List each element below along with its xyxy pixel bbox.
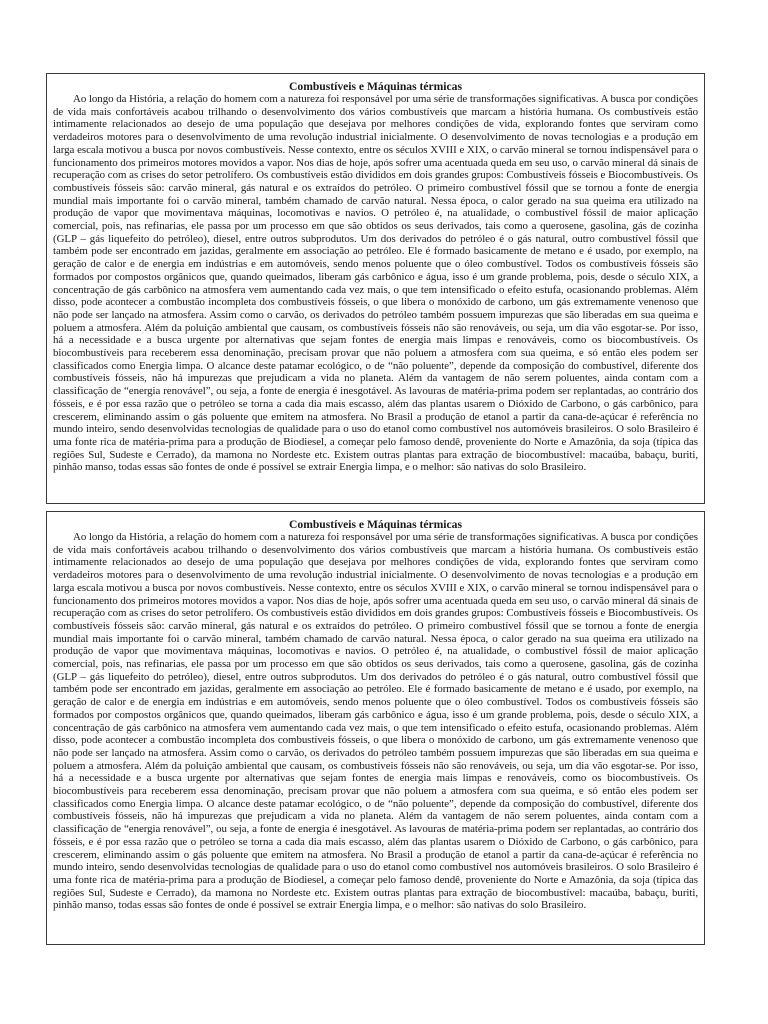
box-body-text: Ao longo da História, a relação do homem com a natureza foi responsável por uma série de transformações significativas. A busca por condições de vida mais confortáveis acabou trilhando o desenvolvimento dos vários combustíveis que marcam a história humana. Os combustíveis estão intimamente relacionados ao desejo de uma população que desejava por melhores condições de vida, explorando fontes que serviram como verdadeiros motores para o desenvolvimento de uma revolução industrial inicialmente. O desenvolvimento de novas tecnologias e a produção em larga escala motivou a busca por novos combustíveis. Nesse contexto, entre os séculos XVIII e XIX, o carvão mineral se tornou indispensável para o funcionamento dos primeiros motores movidos a vapor. Nos dias de hoje, após sofrer uma acentuada queda em seu uso, o carvão mineral dá sinais de recuperação com as crises do setor petrolífero. Os combustíveis estão divididos em dois grandes grupos: Combustíveis fósseis e Biocombustíveis. Os combustíveis fósseis são: carvão mineral, gás natural e os extraídos do petróleo. O primeiro combustível fóssil que se tornou a fonte de energia mundial mais importante foi o carvão mineral, também chamado de carvão natural. Nessa época, o calor gerado na sua queima era utilizado na produção de vapor que movimentava máquinas, locomotivas e navios. O petróleo é, na atualidade, o combustível fóssil de maior aplicação comercial, pois, nas refinarias, ele passa por um processo em que são obtidos os seus derivados, tais como a querosene, gasolina, gás de cozinha (GLP – gás liquefeito do petróleo), diesel, entre outros subprodutos. Um dos derivados do petróleo é o gás natural, outro combustível fóssil que também pode ser encontrado em jazidas, geralmente em associação ao petróleo. Ele é formado basicamente de metano e é usado, por exemplo, na geração de calor e de energia em indústrias e em automóveis, sendo menos poluente que o óleo combustível. Todos os combustíveis fósseis são formados por compostos orgânicos que, quando queimados, liberam gás carbônico e água, isso é um grande problema, pois, desde o século XIX, a concentração de gás carbônico na atmosfera vem aumentando cada vez mais, o que tem intensificado o efeito estufa, ocasionando problemas. Além disso, pode acontecer a combustão incompleta dos combustíveis fósseis, o que libera o monóxido de carbono, um gás extremamente venenoso que não pode ser lançado na atmosfera. Assim como o carvão, os derivados do petróleo também possuem impurezas que são liberadas em sua queima e poluem a atmosfera. Além da poluição ambiental que causam, os combustíveis fósseis não são renováveis, ou seja, um dia vão esgotar-se. Por isso, há a necessidade e a busca urgente por alternativas que sejam fontes de energia mais limpas e renováveis, como os biocombustíveis. Os biocombustíveis para receberem essa denominação, precisam provar que não poluem a atmosfera com sua queima, e só então eles podem ser classificados como Energia limpa. O alcance deste patamar ecológico, o de “não poluente”, depende da composição do combustível, diferente dos combustíveis fósseis, não há impurezas que prejudicam a vida no planeta. Além da vantagem de não serem poluentes, ainda contam com a classificação de “energia renovável”, ou seja, a fonte de energia é inesgotável. As lavouras de matéria-prima podem ser replantadas, ao contrário dos fósseis, e é por essa razão que o petróleo se torna a cada dia mais escasso, além das plantas usarem o Dióxido de Carbono, o gás carbônico, para crescerem, eliminando assim o gás poluente que emitem na atmosfera. No Brasil a produção de etanol a partir da cana-de-açúcar é referência no mundo inteiro, sendo desenvolvidas tecnologias de qualidade para o uso do etanol como combustível nos automóveis brasileiros. O solo Brasileiro é uma fonte rica de matéria-prima para a produção de Biodiesel, a começar pelo famoso dendê, proveniente do Norte e Amazônia, da soja (típica das regiões Sul, Sudeste e Cerrado), da mamona no Nordeste etc. Existem outras plantas para extração de biocombustível: macaúba, babaçu, buriti, pinhão manso, todas essas são fontes de onde é possível se extrair Energia limpa, e o melhor: são nativas do solo Brasileiro.: [53, 531, 698, 912]
box-title: Combustíveis e Máquinas térmicas: [289, 80, 462, 93]
text-box-bottom: [46, 511, 705, 945]
text-box-top: [46, 73, 705, 504]
box-body-text: Ao longo da História, a relação do homem com a natureza foi responsável por uma série de transformações significativas. A busca por condições de vida mais confortáveis acabou trilhando o desenvolvimento dos vários combustíveis que marcam a história humana. Os combustíveis estão intimamente relacionados ao desejo de uma população que desejava por melhores condições de vida, explorando fontes que serviram como verdadeiros motores para o desenvolvimento de uma revolução industrial inicialmente. O desenvolvimento de novas tecnologias e a produção em larga escala motivou a busca por novos combustíveis. Nesse contexto, entre os séculos XVIII e XIX, o carvão mineral se tornou indispensável para o funcionamento dos primeiros motores movidos a vapor. Nos dias de hoje, após sofrer uma acentuada queda em seu uso, o carvão mineral dá sinais de recuperação com as crises do setor petrolífero. Os combustíveis estão divididos em dois grandes grupos: Combustíveis fósseis e Biocombustíveis. Os combustíveis fósseis são: carvão mineral, gás natural e os extraídos do petróleo. O primeiro combustível fóssil que se tornou a fonte de energia mundial mais importante foi o carvão mineral, também chamado de carvão natural. Nessa época, o calor gerado na sua queima era utilizado na produção de vapor que movimentava máquinas, locomotivas e navios. O petróleo é, na atualidade, o combustível fóssil de maior aplicação comercial, pois, nas refinarias, ele passa por um processo em que são obtidos os seus derivados, tais como a querosene, gasolina, gás de cozinha (GLP – gás liquefeito do petróleo), diesel, entre outros subprodutos. Um dos derivados do petróleo é o gás natural, outro combustível fóssil que também pode ser encontrado em jazidas, geralmente em associação ao petróleo. Ele é formado basicamente de metano e é usado, por exemplo, na geração de calor e de energia em indústrias e em automóveis, sendo menos poluente que o óleo combustível. Todos os combustíveis fósseis são formados por compostos orgânicos que, quando queimados, liberam gás carbônico e água, isso é um grande problema, pois, desde o século XIX, a concentração de gás carbônico na atmosfera vem aumentando cada vez mais, o que tem intensificado o efeito estufa, ocasionando problemas. Além disso, pode acontecer a combustão incompleta dos combustíveis fósseis, o que libera o monóxido de carbono, um gás extremamente venenoso que não pode ser lançado na atmosfera. Assim como o carvão, os derivados do petróleo também possuem impurezas que são liberadas em sua queima e poluem a atmosfera. Além da poluição ambiental que causam, os combustíveis fósseis não são renováveis, ou seja, um dia vão esgotar-se. Por isso, há a necessidade e a busca urgente por alternativas que sejam fontes de energia mais limpas e renováveis, como os biocombustíveis. Os biocombustíveis para receberem essa denominação, precisam provar que não poluem a atmosfera com sua queima, e só então eles podem ser classificados como Energia limpa. O alcance deste patamar ecológico, o de “não poluente”, depende da composição do combustível, diferente dos combustíveis fósseis, não há impurezas que prejudicam a vida no planeta. Além da vantagem de não serem poluentes, ainda contam com a classificação de “energia renovável”, ou seja, a fonte de energia é inesgotável. As lavouras de matéria-prima podem ser replantadas, ao contrário dos fósseis, e é por essa razão que o petróleo se torna a cada dia mais escasso, além das plantas usarem o Dióxido de Carbono, o gás carbônico, para crescerem, eliminando assim o gás poluente que emitem na atmosfera. No Brasil a produção de etanol a partir da cana-de-açúcar é referência no mundo inteiro, sendo desenvolvidas tecnologias de qualidade para o uso do etanol como combustível nos automóveis brasileiros. O solo Brasileiro é uma fonte rica de matéria-prima para a produção de Biodiesel, a começar pelo famoso dendê, proveniente do Norte e Amazônia, da soja (típica das regiões Sul, Sudeste e Cerrado), da mamona no Nordeste etc. Existem outras plantas para extração de biocombustível: macaúba, babaçu, buriti, pinhão manso, todas essas são fontes de onde é possível se extrair Energia limpa, e o melhor: são nativas do solo Brasileiro.: [53, 93, 698, 474]
box-title: Combustíveis e Máquinas térmicas: [289, 518, 462, 531]
